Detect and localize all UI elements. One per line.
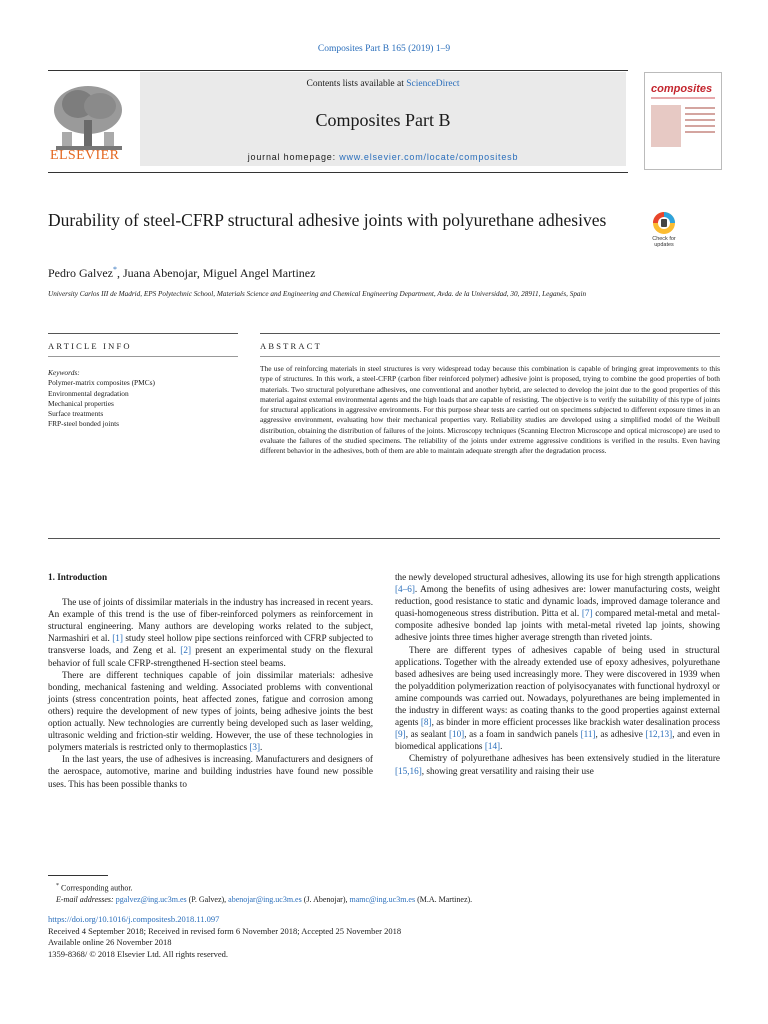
author-list: Pedro Galvez*, Juana Abenojar, Miguel Angel Martinez (48, 265, 316, 280)
cover-image (651, 105, 681, 147)
article-info-rule (48, 333, 238, 334)
email-link[interactable]: pgalvez@ing.uc3m.es (115, 894, 187, 904)
corresponding-author-note: * Corresponding author. (56, 883, 133, 893)
email-link[interactable]: abenojar@ing.uc3m.es (228, 894, 302, 904)
journal-homepage-link[interactable]: www.elsevier.com/locate/compositesb (339, 152, 519, 162)
keyword-item: Polymer-matrix composites (PMCs) (48, 378, 156, 388)
front-matter-bottom-rule (48, 538, 720, 539)
body-paragraph: The use of joints of dissimilar materials in the industry has increased in recent years. An example of this trend is the use of fiber-reinforced polymers as reinforcement in structural engineering. Many authors are developing works related to the subject, Narmashiri et al. [1] study steel hollow pipe sections reinforced with CFRP subjected to transverse loads, and Zeng et al. [2] present an experimental study on the flexural behavior of full scale CFRP-strengthened H-section steel beams. (48, 597, 374, 668)
reference-link[interactable]: [3] (249, 742, 261, 753)
cover-title: composites (651, 83, 713, 95)
body-column-left (48, 571, 373, 790)
article-history: Received 4 September 2018; Received in revised form 6 November 2018; Accepted 25 November 2018 (48, 925, 402, 936)
journal-citation-link[interactable]: Composites Part B 165 (2019) 1–9 (317, 44, 451, 54)
reference-link[interactable]: [1] (112, 633, 123, 644)
body-column-right (395, 571, 720, 777)
journal-homepage: journal homepage: www.elsevier.com/locate/compositesb (247, 152, 519, 162)
body-paragraph: There are different types of adhesives capable of being used in structural applications. Together with the already extended use of epoxy adhesives, polyurethane based adhesives are being used increasingly more. They were discovered in 1939 when the polyaddition polymerization reaction of polyisocyanates with functional hydroxyl or amine compounds was carried out. Nowadays, polyurethanes are being implemented in the industry in different ways: as coating thanks to the good properties against external agents [8], as binder in more efficient processes like brackish water desalination process [9], as sealant [10], as a foam in sandwich panels [11], as adhesive [12,13], and even in biomedical applications [14]. (395, 644, 720, 752)
reference-link[interactable]: [15,16] (395, 765, 422, 776)
footnote-rule (48, 875, 108, 876)
copyright-line: 1359-8368/ © 2018 Elsevier Ltd. All rights reserved. (48, 948, 228, 959)
keywords-block (48, 368, 238, 430)
journal-banner (140, 72, 626, 166)
keyword-item: Mechanical properties (48, 398, 114, 408)
reference-link[interactable]: [7] (581, 608, 593, 619)
abstract-subrule (260, 356, 720, 357)
body-paragraph: Chemistry of polyurethane adhesives has been extensively studied in the literature [15,16], showing great versatility and raising their use (395, 753, 720, 776)
keyword-item: Surface treatments (48, 409, 104, 419)
reference-link[interactable]: [12,13] (645, 729, 673, 740)
abstract-text: The use of reinforcing materials in steel structures is very widespread today because this combination is capable of bringing great improvements to this type of structures. In this work, a steel-CFRP (carbon fiber reinforced polymer) adhesive joint is proposed, trying to combine the good properties of both materials. Two structural polyurethane adhesives, one conventional and another hybrid, are selected to develop the joint due to the good properties of this material against external environmental agents and the high loads that are capable of resisting. The objective is to verify the suitability of this type of joints for structural applications in aggressive environments. For this purpose shear tests are carried out on specimens subjected to different exposure times in an aggressive environment, evaluating how their mechanical properties vary. Reliability studies are developed using a simplified model of the Weibull distribution, obtaining the distribution of failures of the joints. Microscopy techniques (Scanning Electron Microscope and optical microscope) are used to evaluate the failures of the studied specimens. The reliability of the joints under extreme aggressive conditions is verified in the results. Even having different behavior in the adhesives, both of them are able to maintain adequate strength after the degradation process. (260, 364, 720, 456)
check-for-updates-label: Check for updates (652, 236, 676, 248)
keywords-label: Keywords: (48, 368, 80, 377)
keyword-item: FRP-steel bonded joints (48, 419, 120, 429)
article-info-subrule (48, 356, 238, 357)
author-affiliation: University Carlos III de Madrid, EPS Polytechnic School, Materials Science and Engineering and Chemical Engineering Department, Avda. de la Universidad, 30, 28911, Leganés, Spain (48, 290, 587, 298)
article-title: Durability of steel-CFRP structural adhesive joints with polyurethane adhesives (48, 210, 607, 230)
keyword-item: Environmental degradation (48, 388, 129, 398)
journal-masthead (48, 70, 720, 168)
contents-line: Contents lists available at ScienceDirect (306, 79, 460, 89)
body-paragraph: the newly developed structural adhesives, allowing its use for high strength applications [4–6]. Among the benefits of using adhesives are: lower manufacturing costs, weight reduction, good resistance to static and dynamic loads, improved damage tolerance and quasi-homogeneous stress distribution. Pitta et al. [7] compared metal-metal and metal-composite adhesive bonded lap joints with metal-metal riveted lap joints, showing adhesive joints three times higher average strength than riveted joints. (395, 572, 720, 643)
author-name: Pedro Galvez (48, 266, 113, 280)
author-name: Juana Abenojar (122, 266, 197, 280)
footnotes (48, 881, 720, 905)
publication-info (48, 914, 720, 960)
abstract-heading: ABSTRACT (260, 341, 322, 351)
corresponding-author-mark[interactable]: * (112, 265, 117, 274)
reference-link[interactable]: [9] (395, 729, 406, 740)
sciencedirect-link[interactable]: ScienceDirect (406, 79, 460, 89)
email-link[interactable]: mamc@ing.uc3m.es (349, 894, 416, 904)
abstract-rule (260, 333, 720, 334)
reference-link[interactable]: [2] (180, 645, 192, 656)
available-online: Available online 26 November 2018 (48, 937, 172, 947)
body-paragraph: There are different techniques capable of join dissimilar materials: adhesive bonding, mechanical fastening and welding. Associated problems with conventional joints (stress concentration points, heat affected zones, fatigue and corrosion among others) require the development of new types of joints, being adhesive joints the best option actually. New technologies are currently being developed such as laser welding, ultrasonic welding and friction-stir welding. However, the use of these technologies in polymers materials is restricted only to thermoplastics [3]. (48, 669, 373, 753)
journal-cover-thumbnail (644, 72, 722, 170)
masthead-top-rule (48, 70, 628, 71)
reference-link[interactable]: [11] (580, 729, 596, 740)
author-name: Miguel Angel Martinez (202, 266, 316, 280)
section-heading: 1. Introduction (48, 572, 108, 582)
elsevier-logo-text: ELSEVIER (50, 148, 120, 163)
journal-title: Composites Part B (315, 110, 451, 130)
body-paragraph: In the last years, the use of adhesives is increasing. Manufacturers and designers of the aerospace, automotive, marine and building industries have found new possible uses. This has been possible thanks to (48, 754, 373, 789)
doi-link[interactable]: https://doi.org/10.1016/j.compositesb.2018.11.097 (48, 914, 220, 924)
reference-link[interactable]: [8] (420, 717, 432, 728)
reference-link[interactable]: [10] (448, 729, 465, 740)
email-addresses: E-mail addresses: pgalvez@ing.uc3m.es (P. Galvez), abenojar@ing.uc3m.es (J. Abenojar), mamc@ing.uc3m.es (M.A. Martinez). (56, 894, 473, 904)
article-info-heading: ARTICLE INFO (48, 341, 132, 351)
reference-link[interactable]: [4–6] (395, 584, 415, 595)
reference-link[interactable]: [14] (484, 741, 501, 752)
masthead-bottom-rule (48, 172, 628, 173)
